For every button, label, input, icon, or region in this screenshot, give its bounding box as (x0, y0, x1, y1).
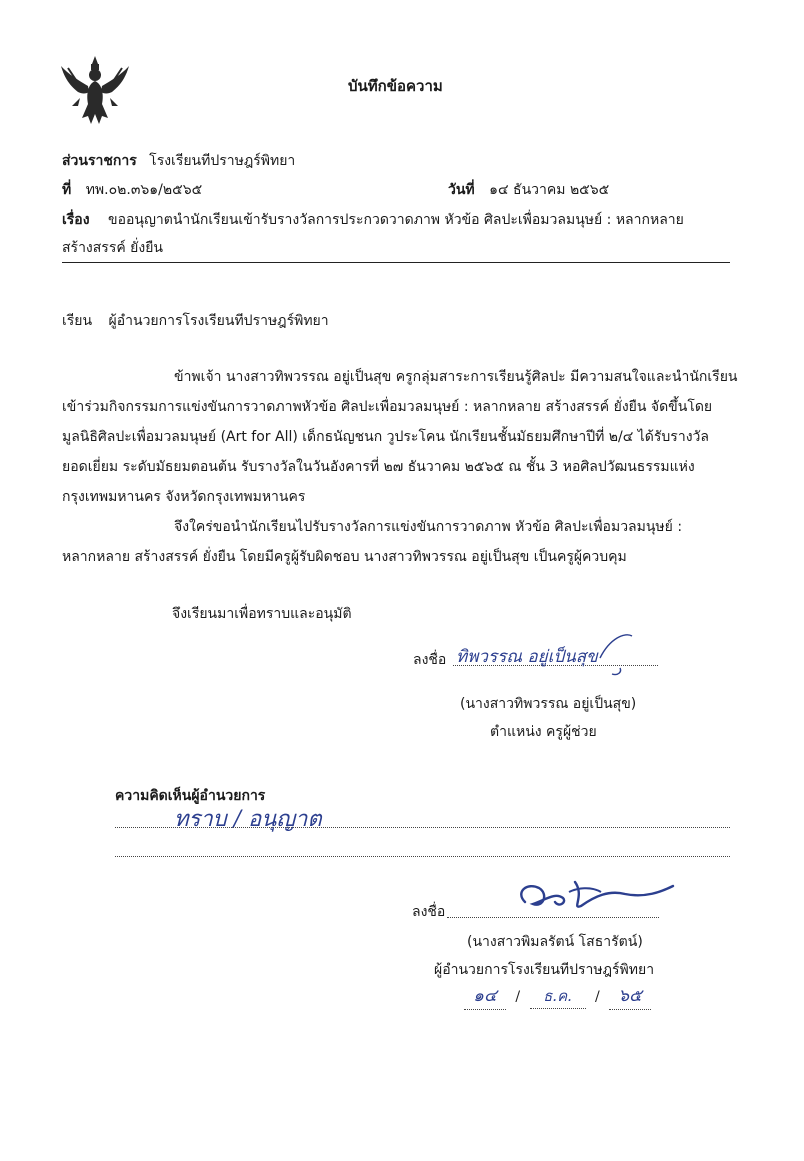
sign-label-2: ลงชื่อ (412, 904, 446, 920)
subject-line (62, 210, 684, 230)
header-divider (62, 262, 730, 263)
to-value: ผู้อำนวยการโรงเรียนทีปราษฎร์พิทยา (108, 313, 329, 329)
date-day: ๑๔ (464, 982, 506, 1010)
sign-label-1: ลงชื่อ (413, 652, 447, 668)
director-opinion-label: ความคิดเห็นผู้อำนวยการ (115, 788, 266, 804)
date-year: ๖๕ (609, 982, 651, 1010)
subject-label: เรื่อง (62, 212, 90, 228)
date-separator: / (515, 989, 521, 1005)
to-label: เรียน (62, 313, 93, 329)
date-month: ธ.ค. (530, 984, 586, 1009)
paragraph-1 (62, 362, 742, 512)
garuda-crest-icon (58, 54, 132, 128)
memo-title: บันทึกข้อความ (348, 77, 443, 95)
p2-line: หลากหลาย สร้างสรรค์ ยั่งยืน โดยมีครูผู้รับผิดชอบ นางสาวทิพวรรณ อยู่เป็นสุข เป็นครูผู้ควบคุม (62, 549, 627, 565)
p1-line: ข้าพเจ้า นางสาวทิพวรรณ อยู่เป็นสุข ครูกลุ่มสาระการเรียนรู้ศิลปะ มีความสนใจและนำนักเรียน (174, 369, 738, 385)
teacher-signature (450, 628, 660, 678)
p2-line: จึงใคร่ขอนำนักเรียนไปรับรางวัลการแข่งขันการวาดภาพ หัวข้อ ศิลปะเพื่อมวลมนุษย์ : (174, 519, 683, 535)
opinion-dotted-line-2 (115, 856, 730, 857)
director-signature-icon (505, 872, 680, 922)
agency-value: โรงเรียนทีปราษฎร์พิทยา (149, 153, 296, 169)
agency-label: ส่วนราชการ (62, 153, 137, 169)
p1-line: มูลนิธิศิลปะเพื่อมวลมนุษย์ (Art for All) เด็กธนัญชนก วูประโคน นักเรียนชั้นมัธยมศึกษาปีที่ ๒/๔ ได้รับรางวัล (62, 429, 709, 445)
subject-line-2: สร้างสรรค์ ยั่งยืน (62, 240, 163, 256)
paragraph-2 (62, 512, 742, 572)
closing-text: จึงเรียนมาเพื่อทราบและอนุมัติ (172, 606, 352, 622)
approval-date (464, 982, 651, 1010)
agency-line (62, 151, 295, 171)
date-label: วันที่ (448, 182, 475, 198)
teacher-position: ตำแหน่ง ครูผู้ช่วย (490, 724, 597, 740)
director-position: ผู้อำนวยการโรงเรียนทีปราษฎร์พิทยา (434, 962, 655, 978)
p1-line: เข้าร่วมกิจกรรมการแข่งขันการวาดภาพหัวข้อ ศิลปะเพื่อมวลมนุษย์ : หลากหลาย สร้างสรรค์ ยั่งยืน จัดขึ้นโดย (62, 399, 713, 415)
opinion-dotted-line-1 (115, 827, 730, 828)
p1-line: กรุงเทพมหานคร จังหวัดกรุงเทพมหานคร (62, 489, 306, 505)
ref-label: ที่ (62, 182, 72, 198)
director-name: (นางสาวพิมลรัตน์ โสธารัตน์) (467, 934, 643, 950)
date-line (448, 180, 609, 200)
teacher-name: (นางสาวทิพวรรณ อยู่เป็นสุข) (460, 696, 637, 712)
teacher-signature-text: ทิพวรรณ อยู่เป็นสุข (456, 647, 598, 667)
p1-line: ยอดเยี่ยม ระดับมัธยมตอนต้น รับรางวัลในวันอังคารที่ ๒๗ ธันวาคม ๒๕๖๕ ณ ชั้น 3 หอศิลปวัฒนธรรมแห่ง (62, 459, 695, 475)
date-separator: / (594, 989, 600, 1005)
director-handwritten-opinion (168, 790, 358, 846)
date-value: ๑๔ ธันวาคม ๒๕๖๕ (489, 182, 610, 198)
ref-value: ทพ.๐๒.๓๖๑/๒๕๖๕ (85, 182, 203, 198)
salutation (62, 311, 329, 331)
subject-line-1: ขออนุญาตนำนักเรียนเข้ารับรางวัลการประกวดวาดภาพ หัวข้อ ศิลปะเพื่อมวลมนุษย์ : หลากหลาย (108, 212, 684, 228)
ref-line (62, 180, 202, 200)
director-opinion-text: ทราบ / อนุญาต (174, 807, 322, 832)
